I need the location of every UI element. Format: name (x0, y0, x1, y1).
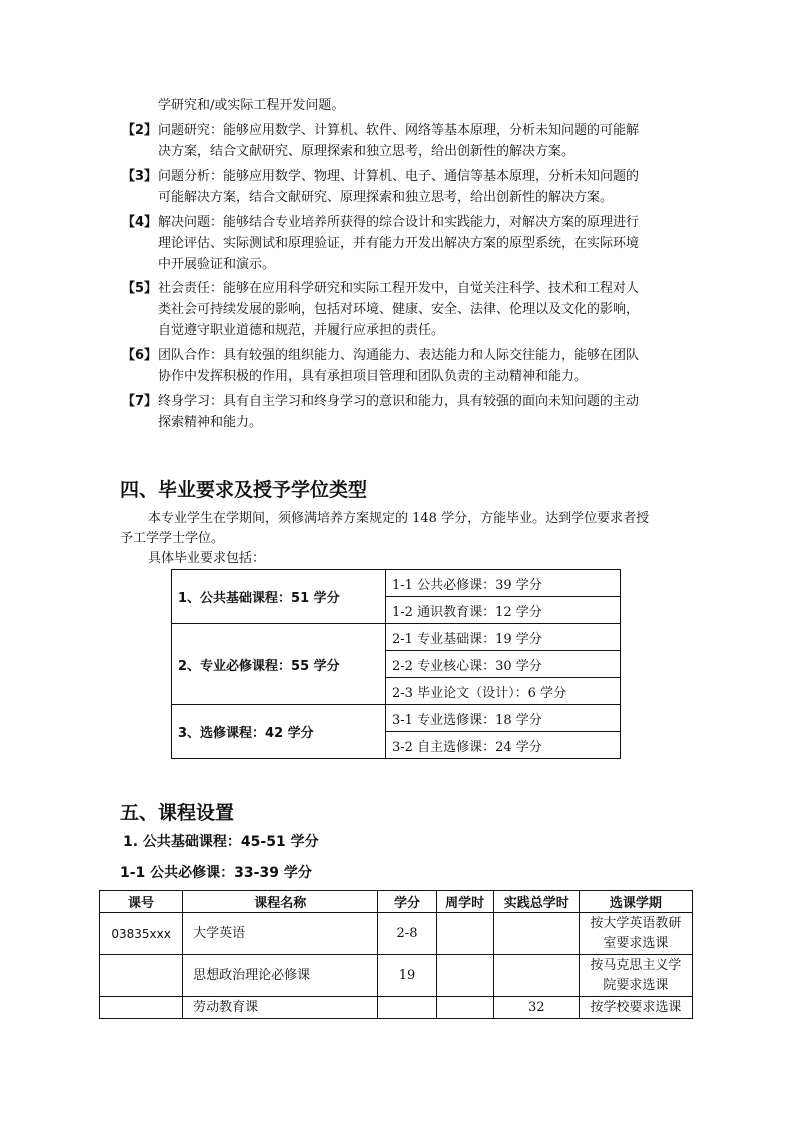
requirement-item: 3-2 自主选修课：24 学分 (386, 732, 621, 759)
table-row (100, 997, 693, 1019)
paragraph-line: 予工学学士学位。 (120, 531, 225, 546)
section-title: 四、毕业要求及授予学位类型 (120, 479, 368, 501)
course-weekly-hours (436, 997, 493, 1019)
column-header: 实践总学时 (493, 891, 579, 913)
course-term-line: 按大学英语教研 (590, 915, 682, 931)
course-weekly-hours (436, 913, 493, 955)
objective-number: 【2】 (122, 123, 158, 138)
paragraph-line: 具体毕业要求包括： (148, 551, 266, 566)
objective-line: 解决问题：能够结合专业培养所获得的综合设计和实践能力，对解决方案的原理进行 (158, 215, 640, 230)
requirement-category: 2、专业必修课程：55 学分 (172, 624, 386, 705)
column-header: 选课学期 (579, 891, 692, 913)
course-term (579, 955, 692, 997)
requirement-item: 1-2 通识教育课：12 学分 (386, 597, 621, 624)
objective-number: 【7】 (122, 394, 158, 409)
course-credit: 19 (378, 955, 436, 997)
course-practice-hours (493, 955, 579, 997)
subsection-title: 1. 公共基础课程：45-51 学分 (123, 834, 319, 850)
subsection-title: 1-1 公共必修课：33-39 学分 (120, 865, 312, 881)
course-code (100, 955, 183, 997)
objective-number: 【4】 (122, 215, 158, 230)
column-header: 课程名称 (183, 891, 378, 913)
objective-line: 类社会可持续发展的影响，包括对环境、健康、安全、法律、伦理以及文化的影响， (158, 302, 640, 317)
objective-number: 【3】 (122, 169, 158, 184)
objective-number: 【6】 (122, 348, 158, 363)
course-term (579, 997, 692, 1019)
requirement-category: 1、公共基础课程：51 学分 (172, 570, 386, 624)
graduation-requirements-table (171, 569, 621, 759)
objective-line: 探索精神和能力。 (158, 415, 263, 430)
table-row (172, 705, 621, 732)
requirement-item: 2-3 毕业论文（设计）：6 学分 (386, 678, 621, 705)
requirement-item: 2-1 专业基础课：19 学分 (386, 624, 621, 651)
objective-number: 【5】 (122, 281, 158, 296)
requirement-item: 2-2 专业核心课：30 学分 (386, 651, 621, 678)
objective-line: 自觉遵守职业道德和规范，并履行应承担的责任。 (158, 323, 445, 338)
objective-line: 决方案，结合文献研究、原理探索和独立思考，给出创新性的解决方案。 (158, 144, 575, 159)
course-code (100, 997, 183, 1019)
course-term-line: 室要求选课 (603, 935, 669, 951)
course-practice-hours (493, 913, 579, 955)
objective-line: 问题分析：能够应用数学、物理、计算机、电子、通信等基本原理，分析未知问题的 (158, 169, 640, 184)
course-name: 大学英语 (183, 913, 378, 955)
course-term-line: 按马克思主义学 (590, 957, 682, 973)
course-weekly-hours (436, 955, 493, 997)
requirement-category: 3、选修课程：42 学分 (172, 705, 386, 759)
table-row (100, 913, 693, 955)
table-row (172, 624, 621, 651)
course-term (579, 913, 692, 955)
table-header-row (100, 891, 693, 913)
course-credit (378, 997, 436, 1019)
intro-line: 学研究和/或实际工程开发问题。 (158, 98, 345, 113)
requirement-item: 3-1 专业选修课：18 学分 (386, 705, 621, 732)
course-table (99, 890, 693, 1019)
table-row (100, 955, 693, 997)
course-term-line: 按学校要求选课 (590, 999, 682, 1015)
objective-line: 社会责任：能够在应用科学研究和实际工程开发中，自觉关注科学、技术和工程对人 (158, 281, 640, 296)
course-term-line: 院要求选课 (603, 977, 669, 993)
table-row (172, 570, 621, 597)
column-header: 周学时 (436, 891, 493, 913)
paragraph-line: 本专业学生在学期间，须修满培养方案规定的 148 学分，方能毕业。达到学位要求者授 (148, 511, 650, 526)
course-practice-hours: 32 (493, 997, 579, 1019)
column-header: 课号 (100, 891, 183, 913)
course-name: 思想政治理论必修课 (183, 955, 378, 997)
column-header: 学分 (378, 891, 436, 913)
course-credit: 2-8 (378, 913, 436, 955)
objective-line: 协作中发挥积极的作用，具有承担项目管理和团队负责的主动精神和能力。 (158, 369, 588, 384)
section-title: 五、课程设置 (120, 802, 235, 824)
course-code: 03835xxx (100, 913, 183, 955)
objective-line: 中开展验证和演示。 (158, 257, 276, 272)
objective-line: 问题研究：能够应用数学、计算机、软件、网络等基本原理，分析未知问题的可能解 (158, 123, 640, 138)
course-name: 劳动教育课 (183, 997, 378, 1019)
objective-line: 可能解决方案，结合文献研究、原理探索和独立思考，给出创新性的解决方案。 (158, 190, 614, 205)
requirement-item: 1-1 公共必修课：39 学分 (386, 570, 621, 597)
objective-line: 理论评估、实际测试和原理验证，并有能力开发出解决方案的原型系统，在实际环境 (158, 236, 640, 251)
objective-line: 团队合作：具有较强的组织能力、沟通能力、表达能力和人际交往能力，能够在团队 (158, 348, 640, 363)
objective-line: 终身学习：具有自主学习和终身学习的意识和能力，具有较强的面向未知问题的主动 (158, 394, 640, 409)
